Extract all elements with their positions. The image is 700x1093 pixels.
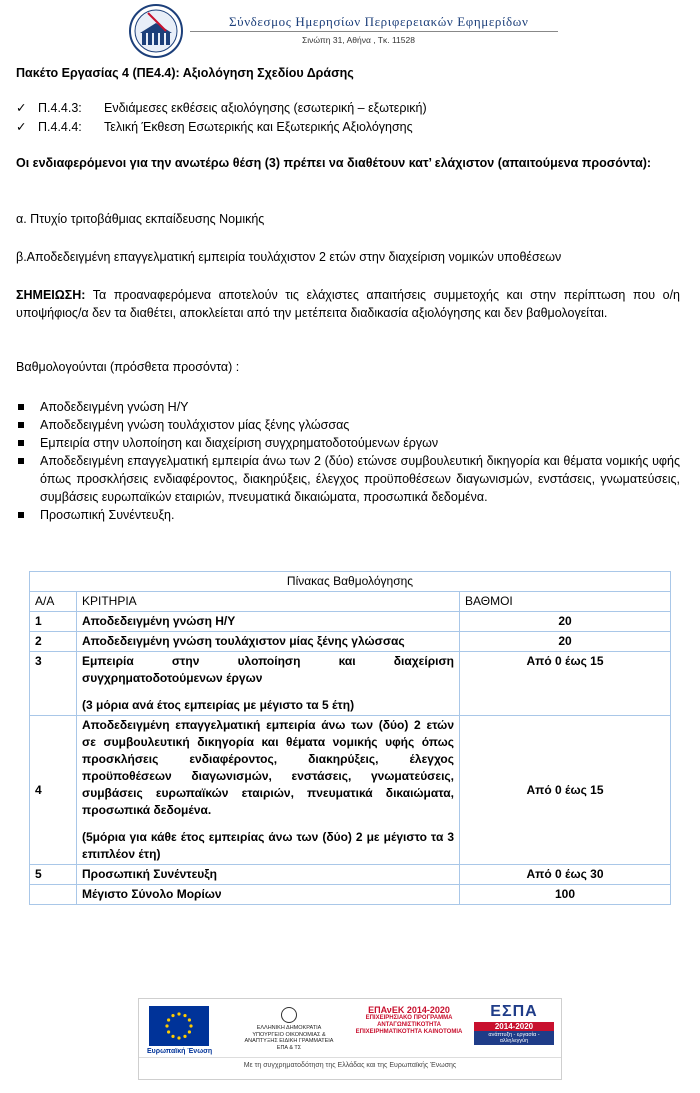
- note-paragraph: [16, 286, 680, 322]
- requirement-b: β.Αποδεδειγμένη επαγγελματική εμπειρία τουλάχιστον 2 ετών στην διαχείριση νομικών υποθέσεων: [16, 250, 562, 264]
- table-header-row: [30, 592, 671, 612]
- note-text: Τα προαναφερόμενα αποτελούν τις ελάχιστες απαιτήσεις συμμετοχής και στην περίπτωση που ο/η υποψήφιος/α δεν τα διαθέτει, αποκλείεται από την μετέπειτα διαδικασία αξιολόγησης και δεν βαθμολογείται.: [16, 288, 680, 320]
- table-total-row: [30, 885, 671, 905]
- square-bullet-icon: [18, 512, 24, 518]
- list-item: Αποδεδειγμένη επαγγελματική εμπειρία άνω των 2 (δύο) ετώνσε συμβουλευτική δικηγορία και θέματα νομικής υφής όπως προσκλήσεις ενδιαφέροντος, διακηρύξεις, έλεγχος προϋποθέσεων διαγωνισμών, ενστάσεις, γνωματεύσεις, συμβάσεις ευρωπαϊκών εταιριών, πνευματικά δικαιώματα, προσωπικά δεδομένα.: [16, 452, 680, 506]
- criteria-note: (3 μόρια ανά έτος εμπειρίας με μέγιστο τα 5 έτη): [82, 698, 355, 712]
- table-row: 1 Αποδεδειγμένη γνώση Η/Υ 20: [30, 612, 671, 632]
- list-item: Αποδεδειγμένη γνώση τουλάχιστον μίας ξένης γλώσσας: [16, 416, 680, 434]
- total-value: 100: [460, 885, 671, 905]
- criteria-text: Αποδεδειγμένη επαγγελματική εμπειρία άνω των (δύο) 2 ετών σε συμβουλευτική δικηγορία και θέματα νομικής υφής όπως προσκλήσεις ενδιαφέροντος, διακηρύξεις, έλεγχος προϋποθέσεων διαγωνισμών, ενστάσεις, γνωματεύσεις, συμβάσεις ευρωπαϊκών εταιριών, πνευματικά δικαιώματα, προσωπικά δεδομένα.: [82, 718, 454, 817]
- table-row: 4 Αποδεδειγμένη επαγγελματική εμπειρία άνω των (δύο) 2 ετών σε συμβουλευτική δικηγορία και θέματα νομικής υφής όπως προσκλήσεις ενδιαφέροντος, διακηρύξεις, έλεγχος προϋποθέσεων διαγωνισμών, ενστάσεις, γνωματεύσεις, συμβάσεις ευρωπαϊκών εταιριών, πνευματικά δικαιώματα, προσωπικά δεδομένα. (5μόρια για κάθε έτος εμπειρίας άνω των (δύο) 2 με μέγιστο τα 3 επιπλέον έτη) Από 0 έως 15: [30, 716, 671, 865]
- requirement-a: α. Πτυχίο τριτοβάθμιας εκπαίδευσης Νομικής: [16, 212, 265, 226]
- square-bullet-icon: [18, 458, 24, 464]
- checkmark-icon: ✓: [16, 101, 27, 115]
- scored-intro: Βαθμολογούνται (πρόσθετα προσόντα) :: [16, 360, 240, 374]
- header-rule: [190, 31, 558, 32]
- footer-divider: [139, 1057, 561, 1058]
- requirements-intro: Οι ενδιαφερόμενοι για την ανωτέρω θέση (3) πρέπει να διαθέτουν κατ’ ελάχιστον (απαιτούμενα προσόντα):: [16, 156, 652, 170]
- list-item: Προσωπική Συνέντευξη.: [16, 506, 680, 524]
- deliverable-code: Π.4.4.3:: [38, 101, 82, 115]
- table-caption: Πίνακας Βαθμολόγησης: [30, 572, 671, 592]
- table-row: 3 Εμπειρία στην υλοποίηση και διαχείριση συγχρηματοδοτούμενων έργων (3 μόρια ανά έτος εμπειρίας με μέγιστο τα 5 έτη) Από 0 έως 15: [30, 652, 671, 716]
- list-item: Αποδεδειγμένη γνώση Η/Υ: [16, 398, 680, 416]
- table-row: 5 Προσωπική Συνέντευξη Από 0 έως 30: [30, 865, 671, 885]
- list-item: Εμπειρία στην υλοποίηση και διαχείριση συγχρηματοδοτούμενων έργων: [16, 434, 680, 452]
- espa-logo: ΕΣΠΑ 2014-2020 ανάπτυξη - εργασία - αλληλεγγύη: [474, 1003, 554, 1045]
- header-criteria: ΚΡΙΤΗΡΙΑ: [77, 592, 460, 612]
- criteria-note: (5μόρια για κάθε έτος εμπειρίας άνω των (δύο) 2 με μέγιστο τα 3 επιπλέον έτη): [82, 830, 454, 861]
- ministry-logo: ΕΛΛΗΝΙΚΗ ΔΗΜΟΚΡΑΤΙΑ ΥΠΟΥΡΓΕΙΟ ΟΙΚΟΝΟΜΙΑΣ & ΑΝΑΠΤΥΞΗΣ ΕΙΔΙΚΗ ΓΡΑΜΜΑΤΕΙΑ ΕΠΑ & ΤΣ: [244, 1007, 334, 1051]
- header-points: ΒΑΘΜΟΙ: [460, 592, 671, 612]
- criteria-text: Εμπειρία στην υλοποίηση και διαχείριση συγχρηματοδοτούμενων έργων: [82, 654, 454, 685]
- org-name: Σύνδεσμος Ημερησίων Περιφερειακών Εφημερίδων: [229, 14, 529, 29]
- square-bullet-icon: [18, 440, 24, 446]
- org-address: Σινώπη 31, Αθήνα , Τκ. 11528: [302, 35, 415, 45]
- funding-footer: [138, 998, 562, 1080]
- work-package-title: Πακέτο Εργασίας 4 (ΠΕ4.4): Αξιολόγηση Σχεδίου Δράσης: [16, 66, 354, 80]
- eu-flag-icon: [149, 1006, 209, 1046]
- square-bullet-icon: [18, 422, 24, 428]
- deliverable-text: Τελική Έκθεση Εσωτερικής και Εξωτερικής Αξιολόγησης: [104, 120, 413, 134]
- cofunding-text: Με τη συγχρηματοδότηση της Ελλάδας και της Ευρωπαϊκής Ένωσης: [243, 1062, 457, 1069]
- checkmark-icon: ✓: [16, 120, 27, 134]
- deliverable-item: [16, 118, 413, 136]
- deliverable-item: [16, 99, 427, 117]
- header-no: Α/Α: [30, 592, 77, 612]
- scored-items-list: [16, 398, 680, 524]
- square-bullet-icon: [18, 404, 24, 410]
- total-label: Μέγιστο Σύνολο Μορίων: [77, 885, 460, 905]
- scoring-table: [29, 571, 671, 905]
- eu-label: Ευρωπαϊκή Ένωση: [147, 1048, 213, 1055]
- greek-emblem-icon: [281, 1007, 297, 1023]
- epanek-logo: ΕΠΑνΕΚ 2014-2020 ΕΠΙΧΕΙΡΗΣΙΑΚΟ ΠΡΟΓΡΑΜΜΑ ΑΝΤΑΓΩΝΙΣΤΙΚΟΤΗΤΑ ΕΠΙΧΕΙΡΗΜΑΤΙΚΟΤΗΤΑ ΚΑΙΝΟΤΟΜΙΑ: [355, 1005, 463, 1035]
- deliverable-code: Π.4.4.4:: [38, 120, 82, 134]
- deliverable-text: Ενδιάμεσες εκθέσεις αξιολόγησης (εσωτερική – εξωτερική): [104, 101, 427, 115]
- note-label: ΣΗΜΕΙΩΣΗ:: [16, 288, 86, 302]
- association-logo: [128, 3, 184, 59]
- table-row: 2 Αποδεδειγμένη γνώση τουλάχιστον μίας ξένης γλώσσας 20: [30, 632, 671, 652]
